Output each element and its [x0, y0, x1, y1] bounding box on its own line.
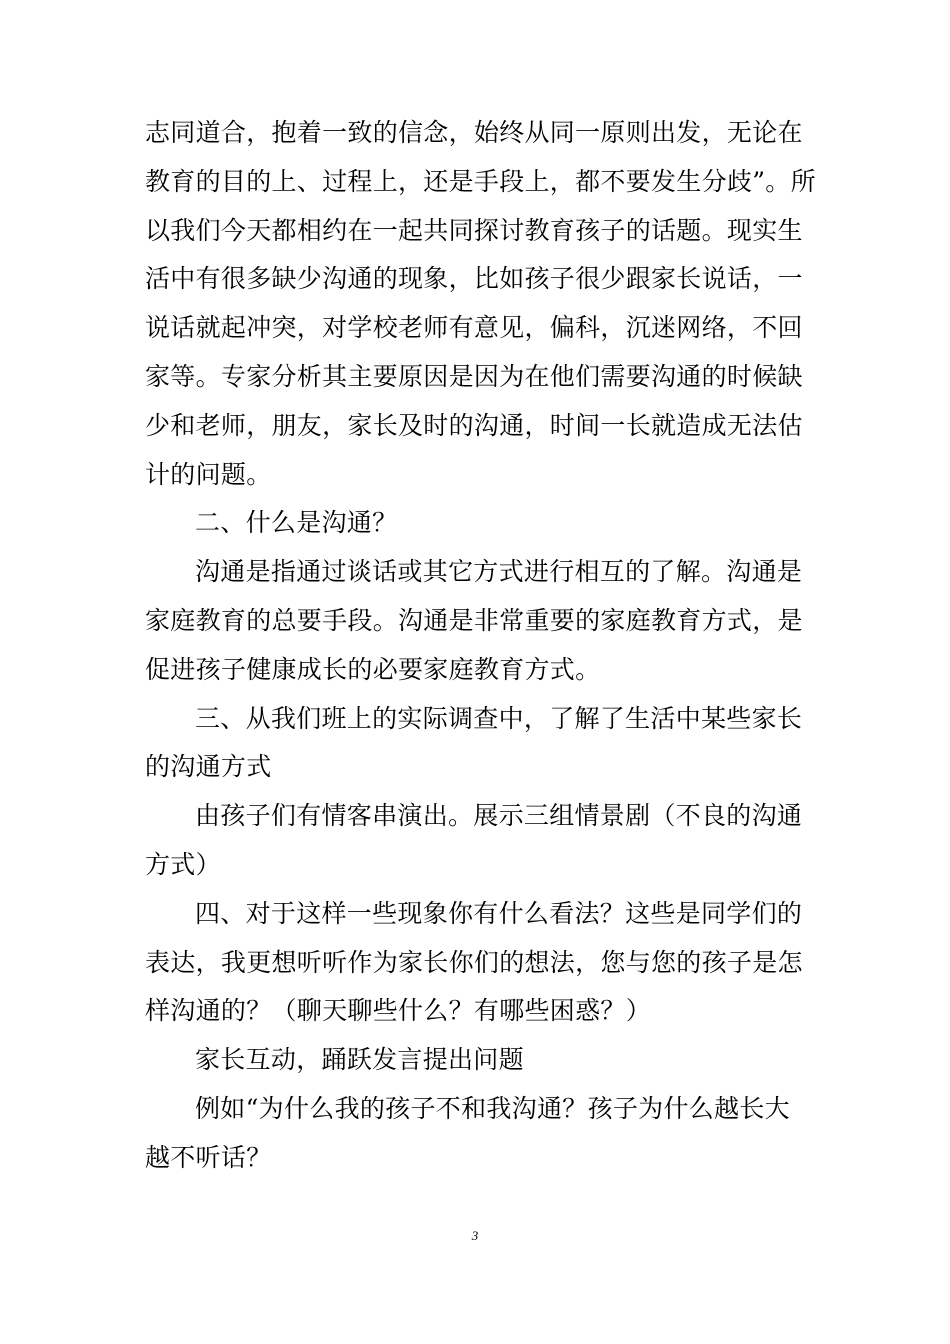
text-line: 说话就起冲突，对学校老师有意见，偏科，沉迷网络，不回	[145, 313, 803, 342]
text-line: 方式）	[145, 850, 221, 879]
page-number: 3	[471, 1228, 479, 1243]
text-line: 促进孩子健康成长的必要家庭教育方式。	[145, 655, 601, 684]
text-line: 表达，我更想听听作为家长你们的想法，您与您的孩子是怎	[145, 948, 803, 977]
text-line: 以我们今天都相约在一起共同探讨教育孩子的话题。现实生	[145, 216, 803, 245]
text-line: 计的问题。	[145, 460, 272, 489]
section-heading: 四、对于这样一些现象你有什么看法？这些是同学们的	[195, 899, 803, 928]
text-line: 少和老师，朋友，家长及时的沟通，时间一长就造成无法估	[145, 411, 803, 440]
text-line: 由孩子们有情客串演出。展示三组情景剧（不良的沟通	[195, 801, 803, 830]
text-line: 家庭教育的总要手段。沟通是非常重要的家庭教育方式，是	[145, 606, 803, 635]
text-line: 例如“为什么我的孩子不和我沟通？孩子为什么越长大	[195, 1094, 790, 1123]
text-line: 样沟通的？（聊天聊些什么？有哪些困惑？）	[145, 996, 652, 1025]
text-line: 家等。专家分析其主要原因是因为在他们需要沟通的时候缺	[145, 362, 803, 391]
text-line: 教育的目的上、过程上，还是手段上，都不要发生分歧”。所	[145, 167, 816, 196]
text-line: 志同道合，抱着一致的信念，始终从同一原则出发，无论在	[145, 118, 803, 147]
text-line: 家长互动，踊跃发言提出问题	[195, 1045, 524, 1074]
text-line: 活中有很多缺少沟通的现象，比如孩子很少跟家长说话，一	[145, 264, 803, 293]
text-line: 越不听话？	[145, 1143, 272, 1172]
text-line: 沟通是指通过谈话或其它方式进行相互的了解。沟通是	[195, 557, 803, 586]
text-line: 的沟通方式	[145, 752, 272, 781]
section-heading: 二、什么是沟通？	[195, 508, 398, 537]
section-heading: 三、从我们班上的实际调查中，了解了生活中某些家长	[195, 704, 803, 733]
